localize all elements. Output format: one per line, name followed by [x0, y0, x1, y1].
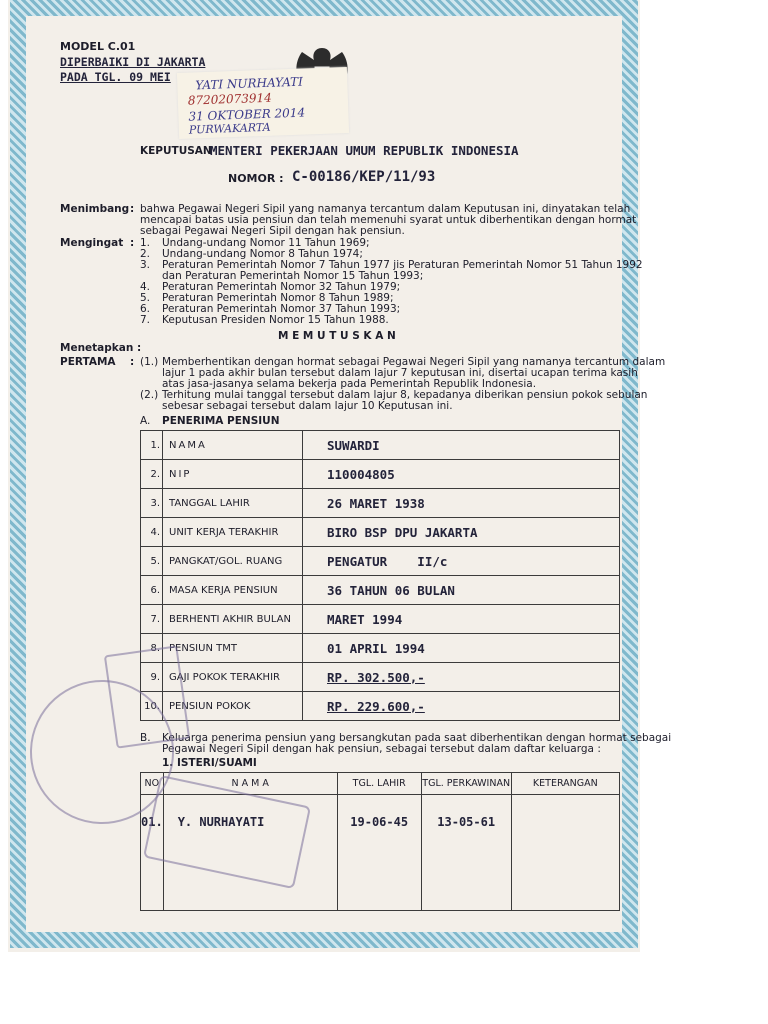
pertama-p1-line-2: lajur 1 pada akhir bulan tersebut dalam lajur 7 keputusan ini, disertai ucapan terima kasih	[162, 367, 638, 379]
recipient-row	[141, 663, 620, 692]
recipient-row-label: TANGGAL LAHIR	[163, 489, 303, 518]
recipient-table	[140, 430, 620, 721]
recipient-row-label: PANGKAT/GOL. RUANG	[163, 547, 303, 576]
colon: :	[130, 356, 135, 368]
recipient-row	[141, 605, 620, 634]
recipient-row	[141, 547, 620, 576]
mengingat-no-4: 4.	[140, 281, 151, 293]
mengingat-text-3b: dan Peraturan Pemerintah Nomor 15 Tahun 1993;	[162, 270, 424, 282]
family-row-no: 01.	[141, 795, 164, 911]
recipient-row-no: 9.	[141, 663, 163, 692]
family-header-lahir: TGL. LAHIR	[337, 773, 421, 795]
mengingat-label: Mengingat	[60, 237, 124, 249]
mengingat-no-2: 2.	[140, 248, 151, 260]
recipient-row-no: 3.	[141, 489, 163, 518]
section-b-sub: 1. ISTERI/SUAMI	[162, 757, 257, 769]
recipient-row	[141, 634, 620, 663]
recipient-row-no: 6.	[141, 576, 163, 605]
recipient-row-label: NAMA	[163, 431, 303, 460]
recipient-row-no: 8.	[141, 634, 163, 663]
recipient-row	[141, 576, 620, 605]
colon: :	[130, 203, 135, 215]
menimbang-line-3: sebagai Pegawai Negeri Sipil dengan hak pensiun.	[140, 225, 405, 237]
recipient-row-label: PENSIUN POKOK	[163, 692, 303, 721]
family-header-no: NO	[141, 773, 164, 795]
mengingat-text-6: Peraturan Pemerintah Nomor 37 Tahun 1993;	[162, 303, 401, 315]
pertama-p2-no: (2.)	[140, 389, 159, 401]
recipient-row-value: 26 MARET 1938	[303, 489, 620, 518]
section-b-letter: B.	[140, 732, 151, 744]
family-row-ket	[511, 795, 619, 911]
recipient-row-value: RP. 229.600,-	[303, 692, 620, 721]
menimbang-line-2: mencapai batas usia pensiun dan telah memenuhi syarat untuk diberhentikan dengan hormat	[140, 214, 637, 226]
recipient-row-no: 1.	[141, 431, 163, 460]
menimbang-label: Menimbang	[60, 203, 130, 215]
note-number: 87202073914	[187, 90, 273, 108]
family-row-kawin: 13-05-61	[421, 795, 511, 911]
mengingat-no-3: 3.	[140, 259, 151, 271]
recipient-row-value: RP. 302.500,-	[303, 663, 620, 692]
recipient-row-label: BERHENTI AKHIR BULAN	[163, 605, 303, 634]
menimbang-line-1: bahwa Pegawai Negeri Sipil yang namanya tercantum dalam Keputusan ini, dinyatakan telah	[140, 203, 631, 215]
recipient-row-no: 2.	[141, 460, 163, 489]
mengingat-no-5: 5.	[140, 292, 151, 304]
recipient-row	[141, 518, 620, 547]
family-row-nama: Y. NURHAYATI	[163, 795, 337, 911]
mengingat-text-3: Peraturan Pemerintah Nomor 7 Tahun 1977 jis Peraturan Pemerintah Nomor 51 Tahun 1992	[162, 259, 643, 271]
nomor-value: C-00186/KEP/11/93	[292, 169, 436, 185]
recipient-row-value: 110004805	[303, 460, 620, 489]
colon: :	[130, 237, 135, 249]
note-date: 31 OKTOBER 2014	[188, 105, 306, 124]
small-stamp	[104, 645, 190, 748]
section-b-line-1: Keluarga penerima pensiun yang bersangkutan pada saat diberhentikan dengan hormat sebagai	[162, 732, 672, 744]
recipient-row-label: NIP	[163, 460, 303, 489]
recipient-row	[141, 692, 620, 721]
family-header-ket: KETERANGAN	[511, 773, 619, 795]
note-name: YATI NURHAYATI	[195, 74, 304, 93]
mengingat-no-6: 6.	[140, 303, 151, 315]
pertama-p2-line-2: sebesar sebagai tersebut dalam lajur 10 Keputusan ini.	[162, 400, 453, 412]
recipient-row-value: BIRO BSP DPU JAKARTA	[303, 518, 620, 547]
pertama-p1-line-1: Memberhentikan dengan hormat sebagai Pegawai Negeri Sipil yang namanya tercantum dalam	[162, 356, 666, 368]
mengingat-no-1: 1.	[140, 237, 151, 249]
pada-tgl-text: PADA TGL. 09 MEI	[60, 70, 171, 84]
mengingat-no-7: 7.	[140, 314, 151, 326]
pertama-p1-no: (1.)	[140, 356, 159, 368]
recipient-row-value: MARET 1994	[303, 605, 620, 634]
recipient-row-value: 36 TAHUN 06 BULAN	[303, 576, 620, 605]
recipient-row-value: 01 APRIL 1994	[303, 634, 620, 663]
pertama-p1-line-3: atas jasa-jasanya selama bekerja pada Pemerintah Republik Indonesia.	[162, 378, 537, 390]
memutuskan-heading: M E M U T U S K A N	[278, 330, 396, 342]
handwritten-note	[177, 67, 349, 139]
family-header-nama: N A M A	[163, 773, 337, 795]
recipient-row	[141, 460, 620, 489]
keputusan-label: KEPUTUSAN	[140, 145, 212, 157]
recipient-row	[141, 431, 620, 460]
mengingat-text-4: Peraturan Pemerintah Nomor 32 Tahun 1979;	[162, 281, 401, 293]
recipient-row-label: GAJI POKOK TERAKHIR	[163, 663, 303, 692]
model-label: MODEL C.01	[60, 40, 136, 53]
recipient-row-no: 7.	[141, 605, 163, 634]
family-header-kawin: TGL. PERKAWINAN	[421, 773, 511, 795]
recipient-row-no: 5.	[141, 547, 163, 576]
recipient-row-label: PENSIUN TMT	[163, 634, 303, 663]
note-place: PURWAKARTA	[188, 120, 271, 137]
recipient-row-no: 10.	[141, 692, 163, 721]
nomor-label: NOMOR :	[228, 172, 284, 185]
recipient-row-label: MASA KERJA PENSIUN	[163, 576, 303, 605]
recipient-row-no: 4.	[141, 518, 163, 547]
menteri-title: MENTERI PEKERJAAN UMUM REPUBLIK INDONESIA	[210, 143, 519, 158]
mengingat-text-1: Undang-undang Nomor 11 Tahun 1969;	[162, 237, 370, 249]
section-b-line-2: Pegawai Negeri Sipil dengan hak pensiun, sebagai tersebut dalam daftar keluarga :	[162, 743, 601, 755]
pertama-p2-line-1: Terhitung mulai tanggal tersebut dalam lajur 8, kepadanya diberikan pensiun pokok sebulan	[162, 389, 648, 401]
mengingat-text-7: Keputusan Presiden Nomor 15 Tahun 1988.	[162, 314, 389, 326]
recipient-row	[141, 489, 620, 518]
diperbaiki-text: DIPERBAIKI DI JAKARTA	[60, 55, 206, 69]
mengingat-text-2: Undang-undang Nomor 8 Tahun 1974;	[162, 248, 363, 260]
menetapkan-label: Menetapkan :	[60, 342, 142, 354]
family-row-lahir: 19-06-45	[337, 795, 421, 911]
recipient-row-value: SUWARDI	[303, 431, 620, 460]
section-a-letter: A.	[140, 415, 151, 427]
mengingat-text-5: Peraturan Pemerintah Nomor 8 Tahun 1989;	[162, 292, 394, 304]
recipient-row-value: PENGATUR II/c	[303, 547, 620, 576]
recipient-row-label: UNIT KERJA TERAKHIR	[163, 518, 303, 547]
section-a-title: PENERIMA PENSIUN	[162, 415, 280, 427]
pertama-label: PERTAMA	[60, 356, 116, 368]
